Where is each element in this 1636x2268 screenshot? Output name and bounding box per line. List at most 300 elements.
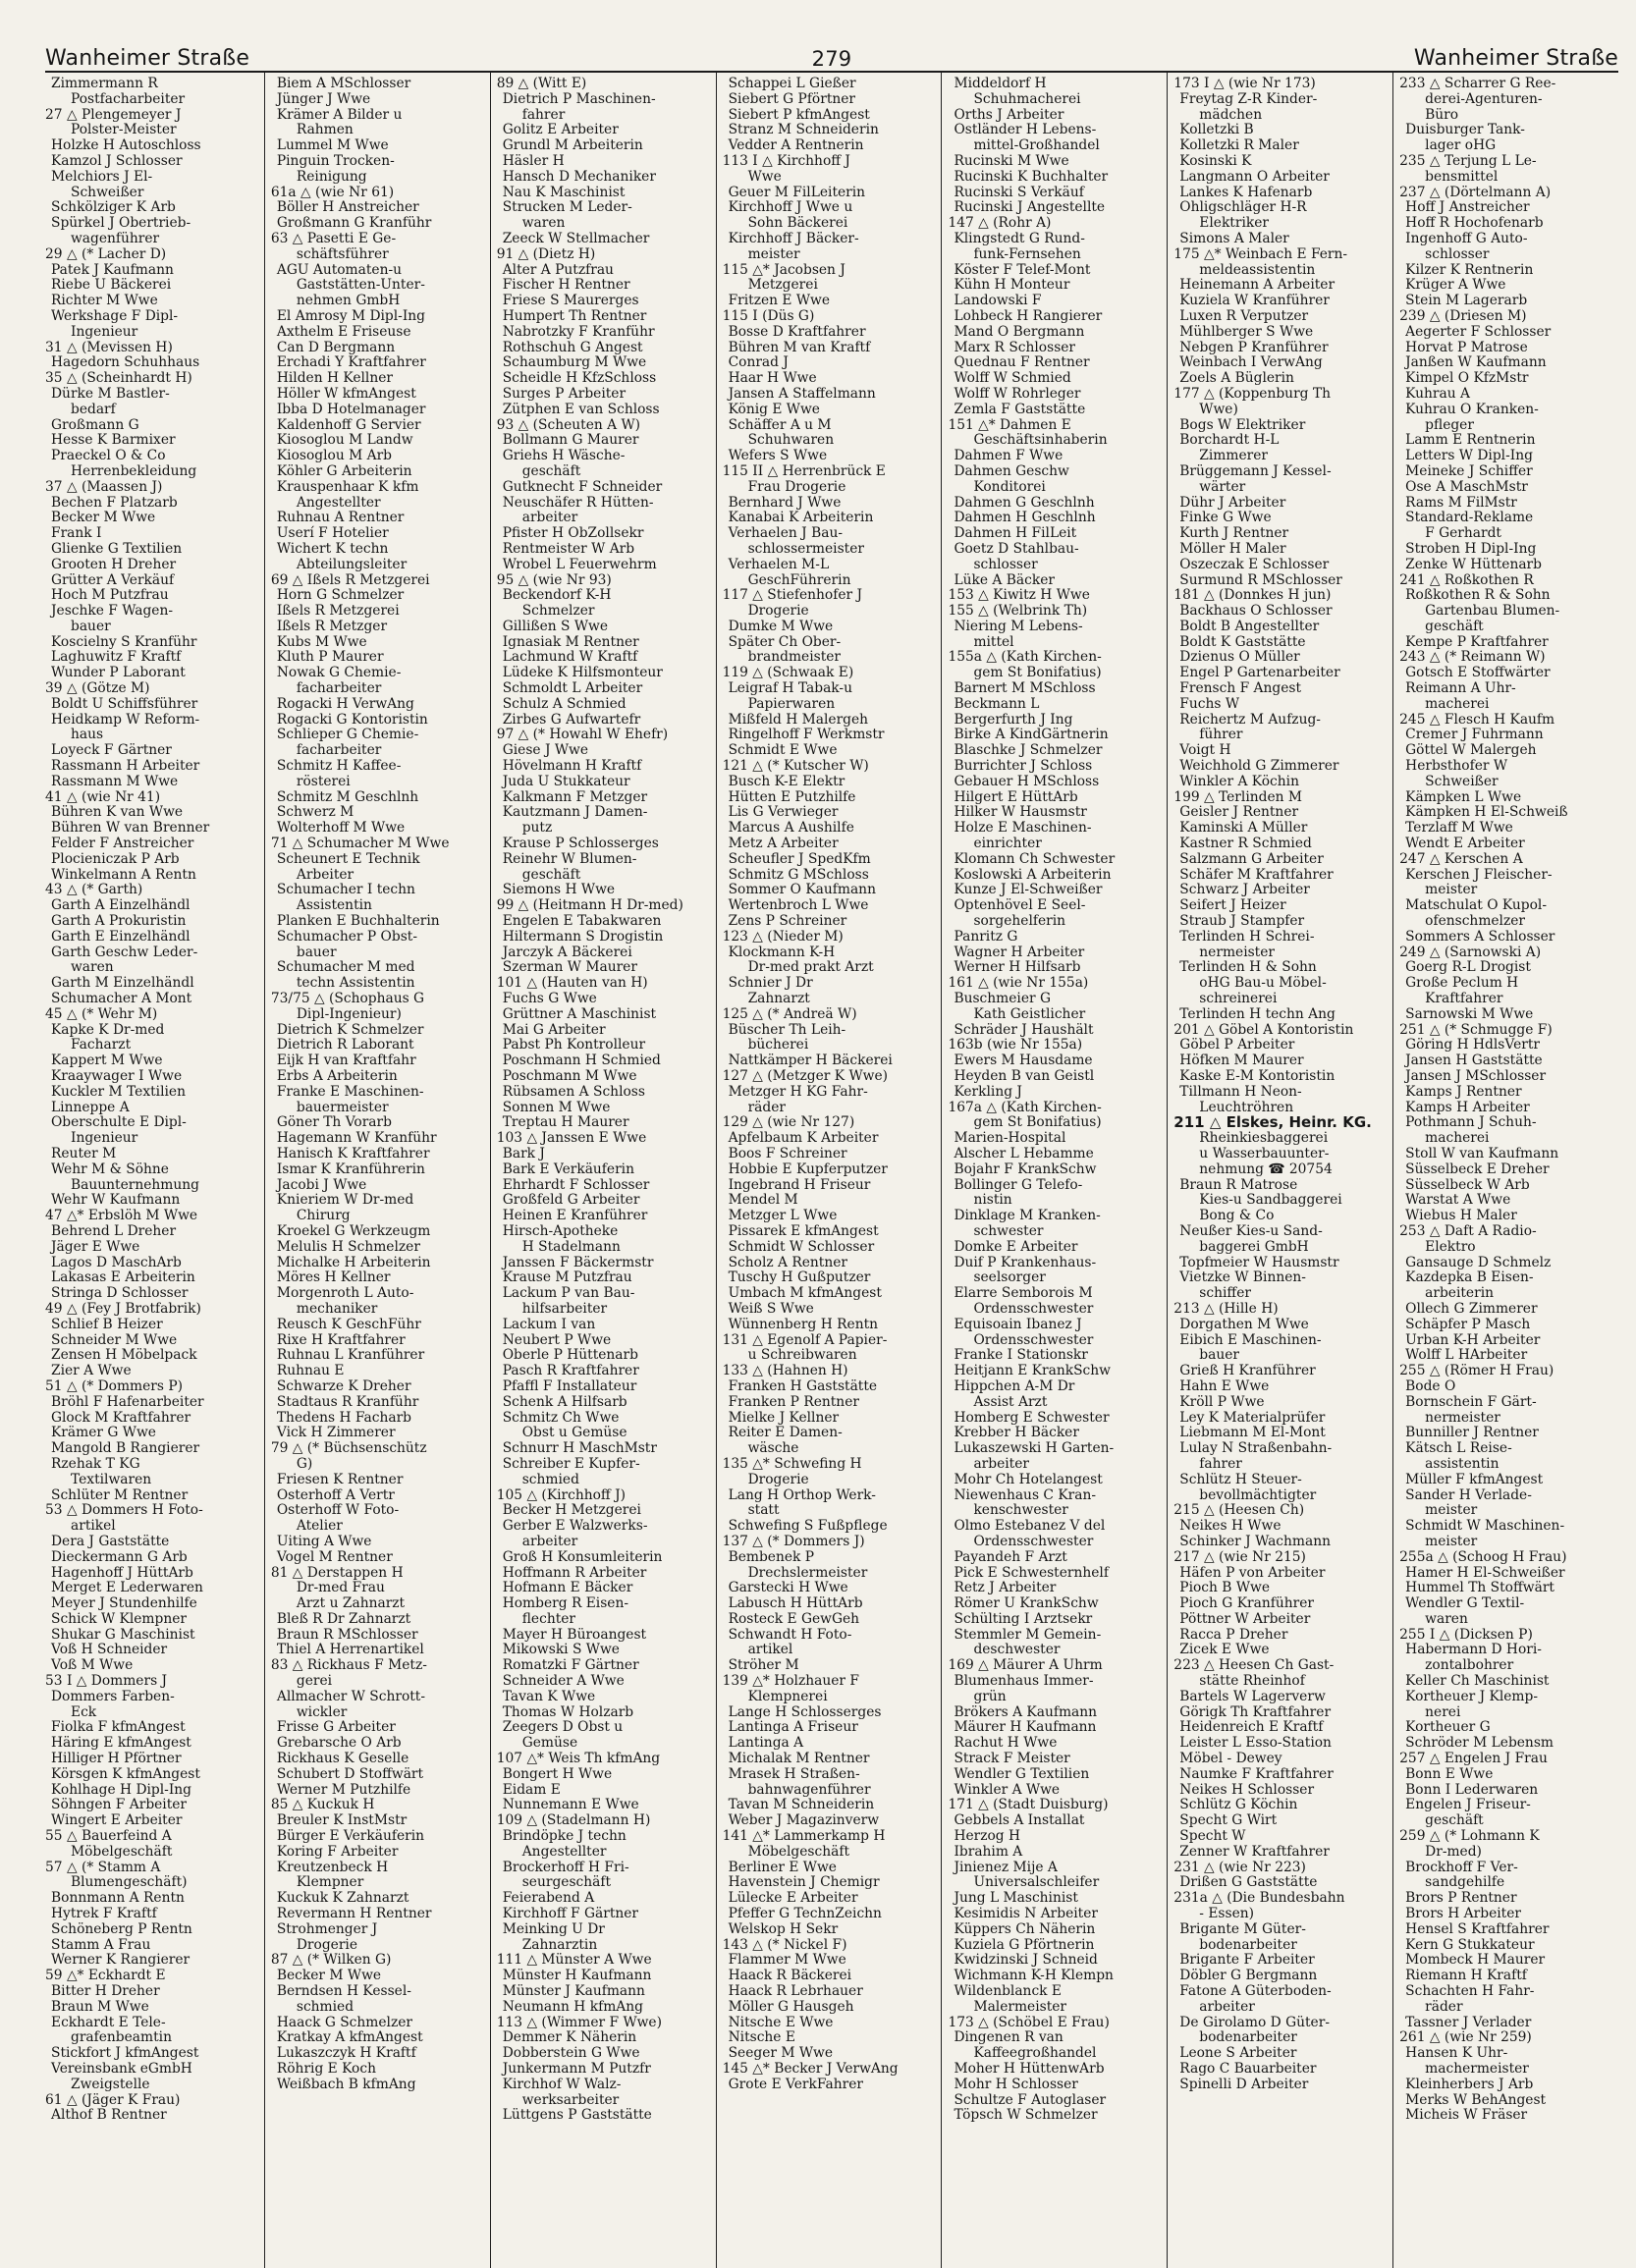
resident-entry: Hansen K Uhr- [1405, 2045, 1508, 2062]
resident-entry: Sonnen M Wwe [502, 1099, 611, 1115]
resident-entry: Bojahr F KrankSchw [954, 1161, 1097, 1177]
resident-entry: Marx R Schlosser [954, 339, 1076, 355]
resident-entry: Optenhövel E Seel- [954, 897, 1086, 914]
entry-continuation: Ingenieur [71, 323, 138, 340]
resident-entry: Alscher L Hebamme [954, 1145, 1094, 1161]
entry-continuation: macherei [1425, 1130, 1490, 1147]
entry-continuation: Möbelgeschäft [747, 1843, 849, 1860]
resident-entry: Vedder A Rentnerin [728, 137, 864, 154]
resident-entry: Brökers A Kaufmann [954, 1703, 1098, 1720]
resident-entry: Finke G Wwe [1179, 510, 1272, 526]
house-number-entry: 113 I △ Kirchhoff J [722, 152, 850, 169]
resident-entry: Ringelhoff F Werkmstr [728, 727, 885, 743]
resident-entry: Rucinski M Wwe [954, 152, 1069, 169]
resident-entry: Revermann H Rentner [276, 1906, 432, 1922]
resident-entry: Goetz D Stahlbau- [954, 540, 1079, 557]
resident-entry: Bollinger G Telefo- [954, 1176, 1083, 1193]
resident-entry: Werner K Rangierer [51, 1952, 191, 1969]
house-number-entry: 175 △* Weinbach E Fern- [1173, 245, 1348, 262]
resident-entry: Weber J Magazinverw [728, 1812, 880, 1829]
resident-entry: Stein M Lagerarb [1405, 293, 1528, 309]
house-number-entry: 27 △ Plengemeyer J [45, 106, 182, 123]
resident-entry: Straub J Stampfer [1179, 913, 1305, 930]
resident-entry: Wrobel L Feuerwehrm [502, 556, 657, 572]
resident-entry: Kolletzki R Maler [1179, 137, 1299, 154]
house-number-entry: 217 △ (wie Nr 215) [1173, 1548, 1306, 1565]
resident-entry: Schlieper G Chemie- [276, 727, 419, 743]
column-4 [716, 73, 942, 2268]
house-number-entry: 131 △ Egenolf A Papier- [722, 1331, 888, 1348]
resident-entry: Jansen J MSchlosser [1405, 1068, 1547, 1084]
resident-entry: Riemann H Kraftf [1405, 1968, 1527, 1984]
resident-entry: Ismar K Kranführerin [276, 1161, 425, 1177]
resident-entry: Felder F Anstreicher [51, 836, 194, 852]
resident-entry: Zens P Schreiner [728, 913, 847, 930]
entry-continuation: Klempner [296, 1874, 364, 1891]
resident-entry: Flammer M Wwe [728, 1952, 846, 1969]
entry-continuation: mädchen [1199, 106, 1263, 123]
resident-entry: Körsgen K kfmAngest [51, 1765, 200, 1782]
resident-entry: Wendt E Arbeiter [1405, 836, 1525, 852]
resident-entry: Jacobi J Wwe [276, 1176, 367, 1193]
resident-entry: Sommer O Kaufmann [728, 882, 876, 898]
entry-continuation: wäsche [747, 1440, 799, 1457]
resident-entry: Topfmeier W Hausmstr [1179, 1254, 1339, 1270]
resident-entry: Jäger E Wwe [51, 1238, 140, 1255]
resident-entry: Stamm A Frau [51, 1936, 151, 1953]
entry-continuation: haus [71, 727, 104, 743]
resident-entry: Schmidt E Wwe [728, 742, 838, 759]
entry-continuation: schlosser [1425, 245, 1490, 262]
resident-entry: Schäfer M Kraftfahrer [1179, 866, 1334, 883]
resident-entry: Mohr Ch Hotelangest [954, 1471, 1103, 1487]
house-number-entry: 201 △ Göbel A Kontoristin [1173, 1021, 1354, 1038]
resident-entry: Schmidt W Schlosser [728, 1238, 875, 1255]
resident-entry: Boldt U Schiffsführer [51, 695, 198, 712]
entry-continuation: Rheinkiesbaggerei [1199, 1130, 1329, 1147]
resident-entry: Romatzki F Gärtner [502, 1657, 639, 1674]
resident-entry: Apfelbaum K Arbeiter [728, 1130, 879, 1147]
resident-entry: Kiosoglou M Landw [276, 432, 413, 449]
resident-entry: Rentmeister W Arb [502, 540, 635, 557]
entry-continuation: stätte Rheinhof [1199, 1673, 1305, 1690]
resident-entry: Michalak M Rentner [728, 1751, 870, 1767]
resident-entry: Kirchhoff J Bäcker- [728, 230, 859, 246]
resident-entry: Braun R Matrose [1179, 1176, 1298, 1193]
resident-entry: Specht W [1179, 1828, 1246, 1845]
resident-entry: Braun R MSchlosser [276, 1626, 418, 1643]
house-number-entry: 137 △ (* Dommers J) [722, 1533, 865, 1549]
resident-entry: Schlütz H Steuer- [1179, 1471, 1302, 1487]
house-number-entry: 39 △ (Götze M) [45, 680, 150, 697]
resident-entry: Orths J Arbeiter [954, 106, 1064, 123]
entry-continuation: gem St Bonifatius) [973, 665, 1102, 681]
resident-entry: El Amrosy M Dipl-Ing [276, 307, 425, 324]
resident-entry: Pioch B Wwe [1179, 1580, 1270, 1596]
resident-entry: Linneppe A [51, 1099, 130, 1115]
resident-entry: Grooten H Dreher [51, 556, 177, 572]
resident-entry: Osterhoff W Foto- [276, 1502, 400, 1519]
resident-entry: Glock M Kraftfahrer [51, 1409, 191, 1426]
resident-entry: Fuchs G Wwe [502, 991, 597, 1007]
resident-entry: Dommers Farben- [51, 1688, 175, 1704]
resident-entry: Bogs W Elektriker [1179, 416, 1306, 433]
resident-entry: Schkölziger K Arb [51, 199, 176, 216]
house-number-entry: 91 △ (Dietz H) [496, 245, 596, 262]
house-number-entry: 59 △* Eckhardt E [45, 1968, 166, 1984]
entry-continuation: bahnwagenführer [747, 1781, 871, 1798]
resident-entry: Klockmann K-H [728, 944, 836, 960]
resident-entry: Neußer Kies-u Sand- [1179, 1222, 1323, 1239]
resident-entry: Krüger A Wwe [1405, 277, 1506, 294]
resident-entry: Lackum P van Bau- [502, 1285, 635, 1302]
entry-continuation: u Wasserbauunter- [1199, 1145, 1330, 1161]
resident-entry: Praeckel O & Co [51, 448, 166, 464]
entry-continuation: fahrer [521, 106, 566, 123]
house-number-entry: 49 △ (Fey J Brotfabrik) [45, 1300, 201, 1317]
resident-entry: Schmidt W Maschinen- [1405, 1518, 1565, 1535]
resident-entry: Poschmann H Schmied [502, 1053, 661, 1069]
resident-entry: Thomas W Holzarb [502, 1703, 634, 1720]
column-1 [45, 73, 264, 2268]
resident-entry: Zeeck W Stellmacher [502, 230, 650, 246]
resident-entry: Mrasek H Straßen- [728, 1765, 860, 1782]
house-number-entry: 87 △ (* Wilken G) [270, 1952, 392, 1969]
entry-continuation: sandgehilfe [1425, 1874, 1505, 1891]
resident-entry: Zier A Wwe [51, 1363, 132, 1379]
entry-continuation: mittel [973, 633, 1014, 650]
resident-entry: Schwefing S Fußpflege [728, 1518, 888, 1535]
resident-entry: Strohmenger J [276, 1920, 378, 1937]
resident-entry: Equisoain Ibanez J [954, 1316, 1082, 1332]
running-head-right: Wanheimer Straße [1413, 46, 1618, 71]
entry-continuation: schlosser [973, 556, 1038, 572]
entry-continuation: Gemüse [521, 1735, 578, 1752]
resident-entry: Surmund R MSchlosser [1179, 571, 1342, 588]
house-number-entry: 51 △ (* Dommers P) [45, 1377, 184, 1394]
resident-entry: Lackum I van [502, 1316, 596, 1332]
house-number-entry: 255a △ (Schoog H Frau) [1399, 1548, 1567, 1565]
resident-entry: Weiß S Wwe [728, 1300, 814, 1317]
resident-entry: Bleß R Dr Zahnarzt [276, 1610, 411, 1627]
resident-entry: Lukaszewski H Garten- [954, 1440, 1115, 1457]
resident-entry: Göner Th Vorarb [276, 1114, 392, 1131]
resident-entry: Kuhrau O Kranken- [1405, 401, 1539, 417]
resident-entry: Can D Bergmann [276, 339, 396, 355]
resident-entry: Freytag Z-R Kinder- [1179, 90, 1318, 107]
resident-entry: Döbler G Bergmann [1179, 1968, 1318, 1984]
entry-continuation: führer [1199, 727, 1243, 743]
house-number-entry: 235 △ Terjung L Le- [1399, 152, 1537, 169]
house-number-entry: 231 △ (wie Nr 223) [1173, 1859, 1306, 1875]
resident-entry: Dahmen F Wwe [954, 448, 1063, 464]
resident-entry: Langmann O Arbeiter [1179, 168, 1330, 185]
resident-entry: Mai G Arbeiter [502, 1021, 606, 1038]
resident-entry: Brigante F Arbeiter [1179, 1952, 1315, 1969]
resident-entry: Holzke H Autoschloss [51, 137, 201, 154]
resident-entry: Kamps H Arbeiter [1405, 1099, 1530, 1115]
resident-entry: Kortheuer G [1405, 1719, 1491, 1736]
resident-entry: Erbs A Arbeiterin [276, 1068, 398, 1084]
resident-entry: Janssen F Bäckermstr [502, 1254, 654, 1270]
entry-continuation: geschäft [1425, 1812, 1484, 1829]
resident-entry: Laghuwitz F Kraftf [51, 649, 182, 666]
resident-entry: Nunnemann E Wwe [502, 1797, 639, 1813]
resident-entry: Zemla F Gaststätte [954, 401, 1086, 417]
house-number-entry: 43 △ (* Garth) [45, 882, 143, 898]
entry-continuation: Gartenbau Blumen- [1425, 603, 1560, 620]
resident-entry: Rassmann M Wwe [51, 773, 179, 789]
entry-continuation: arbeiterin [1425, 1285, 1494, 1302]
entry-continuation: Gaststätten-Unter- [296, 277, 425, 294]
resident-entry: Görigk Th Kraftfahrer [1179, 1703, 1332, 1720]
resident-entry: Zirbes G Aufwartefr [502, 711, 641, 728]
resident-entry: Nowak G Chemie- [276, 665, 402, 681]
resident-entry: Rothschuh G Angest [502, 339, 643, 355]
resident-entry: Ströher M [728, 1657, 799, 1674]
resident-entry: Brigante M Güter- [1179, 1920, 1306, 1937]
resident-entry: Hensel S Kraftfahrer [1405, 1920, 1550, 1937]
resident-entry: Süsselbeck E Dreher [1405, 1161, 1550, 1177]
resident-entry: Kamps J Rentner [1405, 1083, 1522, 1100]
resident-entry: Homberg E Schwester [954, 1409, 1110, 1426]
resident-entry: Gansauge D Schmelz [1405, 1254, 1552, 1270]
resident-entry: Dahmen H FilLeit [954, 525, 1077, 542]
house-number-entry: 47 △* Erbslöh M Wwe [45, 1208, 198, 1224]
house-number-entry: 101 △ (Hauten van H) [496, 975, 648, 992]
entry-continuation: Postfacharbeiter [71, 90, 186, 107]
page-header [45, 43, 1618, 73]
resident-entry: Backhaus O Schlosser [1179, 603, 1333, 620]
entry-continuation: Schuhwaren [747, 432, 835, 449]
entry-continuation: nistin [973, 1192, 1012, 1209]
resident-entry: Rzehak T KG [51, 1455, 140, 1472]
entry-continuation: funk-Fernsehen [973, 245, 1081, 262]
resident-entry: Payandeh F Arzt [954, 1548, 1067, 1565]
resident-entry: Stringa D Schlosser [51, 1285, 189, 1302]
resident-entry: Mombeck H Maurer [1405, 1952, 1546, 1969]
resident-entry: Kimpel O KfzMstr [1405, 370, 1529, 387]
house-number-entry: 261 △ (wie Nr 259) [1399, 2029, 1532, 2046]
resident-entry: Wingert E Arbeiter [51, 1812, 183, 1829]
resident-entry: Koscielny S Kranführ [51, 633, 197, 650]
resident-entry: Friesen K Rentner [276, 1471, 404, 1487]
resident-entry: Loyeck F Gärtner [51, 742, 172, 759]
house-number-entry: 103 △ Janssen E Wwe [496, 1130, 647, 1147]
resident-entry: Verhaelen M-L [728, 556, 830, 572]
resident-entry: Lülecke E Arbeiter [728, 1890, 858, 1907]
house-number-entry: 143 △ (* Nickel F) [722, 1936, 847, 1953]
resident-entry: Dahmen Geschw [954, 462, 1069, 479]
resident-entry: Wolff L HArbeiter [1405, 1347, 1528, 1364]
resident-entry: Zensen H Möbelpack [51, 1347, 197, 1364]
resident-entry: Schmitz G MSchloss [728, 866, 869, 883]
house-number-entry: 35 △ (Scheinhardt H) [45, 370, 192, 387]
house-number-entry: 95 △ (wie Nr 93) [496, 571, 612, 588]
resident-entry: Sommers A Schlosser [1405, 928, 1555, 945]
resident-entry: Ley K Materialprüfer [1179, 1409, 1326, 1426]
entry-continuation: Abteilungsleiter [296, 556, 408, 572]
resident-entry: Horvat P Matrose [1405, 339, 1528, 355]
entry-continuation: wagenführer [71, 230, 160, 246]
house-number-entry: 105 △ (Kirchhoff J) [496, 1486, 627, 1503]
resident-entry: Kubs M Wwe [276, 633, 367, 650]
resident-entry: Mendel M [728, 1192, 798, 1209]
resident-entry: Kratkay A kfmAngest [276, 2029, 423, 2046]
resident-entry: Wolterhoff M Wwe [276, 820, 406, 837]
entry-continuation: grün [973, 1688, 1007, 1704]
resident-entry: Kohlhage H Dipl-Ing [51, 1781, 192, 1798]
entry-continuation: geschäft [1425, 618, 1484, 634]
resident-entry: Lohbeck H Rangierer [954, 307, 1103, 324]
entry-continuation: techn Assistentin [296, 975, 415, 992]
entry-continuation: meister [1425, 1533, 1478, 1549]
resident-entry: Schmitz H Kaffee- [276, 758, 402, 775]
resident-entry: Mäurer H Kaufmann [954, 1719, 1097, 1736]
resident-entry: Schnier J Dr [728, 975, 813, 992]
resident-entry: Micheis W Fräser [1405, 2107, 1528, 2124]
resident-entry: Sander H Verlade- [1405, 1486, 1532, 1503]
resident-entry: Hiltermann S Drogistin [502, 928, 664, 945]
resident-entry: Nattkämper H Bäckerei [728, 1053, 893, 1069]
resident-entry: Höfken M Maurer [1179, 1053, 1304, 1069]
entry-continuation: nehmung ☎ 20754 [1199, 1161, 1333, 1177]
resident-entry: Erchadi Y Kraftfahrer [276, 354, 426, 371]
resident-entry: Bark J [502, 1145, 545, 1161]
entry-continuation: Kaffeegroßhandel [973, 2045, 1097, 2062]
resident-entry: Salzmann G Arbeiter [1179, 850, 1324, 867]
resident-entry: Kamzol J Schlosser [51, 152, 183, 169]
resident-entry: Landowski F [954, 293, 1042, 309]
resident-entry: Kroekel G Werkzeugm [276, 1222, 431, 1239]
house-number-entry: 127 △ (Metzger K Wwe) [722, 1068, 888, 1084]
entry-continuation: geschäft [521, 462, 581, 479]
house-number-entry: 63 △ Pasetti E Ge- [270, 230, 397, 246]
resident-entry: Naumke F Kraftfahrer [1179, 1765, 1334, 1782]
resident-entry: Ruhnau E [276, 1363, 345, 1379]
resident-entry: Pothmann J Schuh- [1405, 1114, 1537, 1131]
resident-entry: Golitz E Arbeiter [502, 122, 619, 138]
resident-entry: Hansch D Mechaniker [502, 168, 656, 185]
resident-entry: Kazdepka B Eisen- [1405, 1269, 1534, 1286]
resident-entry: Söhngen F Arbeiter [51, 1797, 188, 1813]
resident-entry: Kämpken L Wwe [1405, 788, 1522, 805]
resident-entry: Haack G Schmelzer [276, 2014, 412, 2030]
resident-entry: Cremer J Fuhrmann [1405, 727, 1544, 743]
resident-entry: Haack R Lebrhauer [728, 1983, 863, 2000]
resident-entry: Pinguin Trocken- [276, 152, 395, 169]
house-number-entry: 241 △ Roßkothen R [1399, 571, 1534, 588]
resident-entry: Klingstedt G Rund- [954, 230, 1085, 246]
house-number-entry: 71 △ Schumacher M Wwe [270, 836, 450, 852]
resident-entry: Möller G Hausgeh [728, 1998, 854, 2015]
house-number-entry: 255 △ (Römer H Frau) [1399, 1363, 1554, 1379]
resident-entry: Grieß H Kranführer [1179, 1363, 1316, 1379]
entry-continuation: Arbeiter [296, 866, 354, 883]
resident-entry: Kreutzenbeck H [276, 1859, 389, 1875]
house-number-entry: 79 △ (* Büchsenschütz [270, 1440, 427, 1457]
resident-entry: Oberschulte E Dipl- [51, 1114, 187, 1131]
resident-entry: Boldt K Gaststätte [1179, 633, 1306, 650]
resident-entry: Grote E VerkFahrer [728, 2076, 863, 2092]
resident-entry: Kaminski A Müller [1179, 820, 1308, 837]
resident-entry: Reuter M [51, 1145, 117, 1161]
entry-continuation: Angestellter [521, 1843, 607, 1860]
column-7 [1392, 73, 1618, 2268]
resident-entry: Geisler J Rentner [1179, 804, 1299, 821]
resident-entry: Rucinski K Buchhalter [954, 168, 1109, 185]
resident-entry: Münster J Kaufmann [502, 1983, 645, 2000]
entry-continuation: gerei [296, 1673, 333, 1690]
resident-entry: Bornschein F Gärt- [1405, 1393, 1537, 1410]
resident-entry: Wagner H Arbeiter [954, 944, 1085, 960]
entry-continuation: Malermeister [973, 1998, 1067, 2015]
house-number-entry: 109 △ (Stadelmann H) [496, 1812, 651, 1829]
house-number-entry: 177 △ (Koppenburg Th [1173, 385, 1331, 402]
resident-entry: Kleinherbers J Arb [1405, 2076, 1534, 2092]
entry-continuation: Schweißer [1425, 773, 1499, 789]
resident-entry: Winkler A Köchin [1179, 773, 1299, 789]
resident-entry: Kraaywager I Wwe [51, 1068, 183, 1084]
house-number-entry: 161 △ (wie Nr 155a) [948, 975, 1089, 992]
resident-entry: Biem A MSchlosser [276, 76, 411, 91]
entry-continuation: Papierwaren [747, 695, 836, 712]
entry-continuation: Bauunternehmung [71, 1176, 199, 1193]
resident-entry: Oberle P Hüttenarb [502, 1347, 638, 1364]
entry-continuation: Zweigstelle [71, 2076, 150, 2092]
resident-entry: Morgenroth L Auto- [276, 1285, 414, 1302]
resident-entry: Jünger J Wwe [276, 90, 371, 107]
resident-entry: Garth E Einzelhändl [51, 928, 191, 945]
resident-entry: Kunze J El-Schweißer [954, 882, 1103, 898]
resident-entry: Göbel P Arbeiter [1179, 1037, 1295, 1053]
resident-entry: Siemons H Wwe [502, 882, 616, 898]
resident-entry: Möller H Maler [1179, 540, 1286, 557]
resident-entry: Hippchen A-M Dr [954, 1377, 1075, 1394]
house-number-entry: 215 △ (Heesen Ch) [1173, 1502, 1305, 1519]
resident-entry: Rago C Bauarbeiter [1179, 2061, 1317, 2077]
resident-entry: Grütter A Verkäuf [51, 571, 175, 588]
entry-continuation: mittel-Großhandel [973, 137, 1100, 154]
resident-entry: König E Wwe [728, 401, 820, 417]
resident-entry: Alter A Putzfrau [502, 261, 614, 278]
resident-entry: Nebgen P Kranführer [1179, 339, 1329, 355]
house-number-entry: 141 △* Lammerkamp H [722, 1828, 886, 1845]
resident-entry: Fuchs W [1179, 695, 1240, 712]
resident-entry: Dieckermann G Arb [51, 1548, 188, 1565]
resident-entry: Haar H Wwe [728, 370, 817, 387]
entry-continuation: meister [1425, 882, 1478, 898]
resident-entry: Kirchhof W Walz- [502, 2076, 622, 2092]
house-number-entry: 129 △ (wie Nr 127) [722, 1114, 855, 1131]
house-number-entry: 123 △ (Nieder M) [722, 928, 844, 945]
resident-entry: Rosteck E GewGeh [728, 1610, 860, 1627]
resident-entry: Große Peclum H [1405, 975, 1519, 992]
resident-entry: Lange H Schlosserges [728, 1703, 882, 1720]
resident-entry: Ehrhardt F Schlosser [502, 1176, 650, 1193]
resident-entry: Brüggemann J Kessel- [1179, 462, 1332, 479]
resident-entry: Lulay N Straßenbahn- [1179, 1440, 1333, 1457]
resident-entry: Ißels R Metzger [276, 618, 388, 634]
resident-entry: Hytrek F Kraftf [51, 1906, 157, 1922]
resident-entry: Poschmann M Wwe [502, 1068, 637, 1084]
entry-continuation: Wwe [747, 168, 782, 185]
resident-entry: Hilliger H Pförtner [51, 1751, 182, 1767]
resident-entry: Wehr M & Söhne [51, 1161, 169, 1177]
entry-continuation: rösterei [296, 773, 351, 789]
entry-continuation: Wwe) [1199, 401, 1238, 417]
resident-entry: Bunniller J Rentner [1405, 1425, 1539, 1441]
